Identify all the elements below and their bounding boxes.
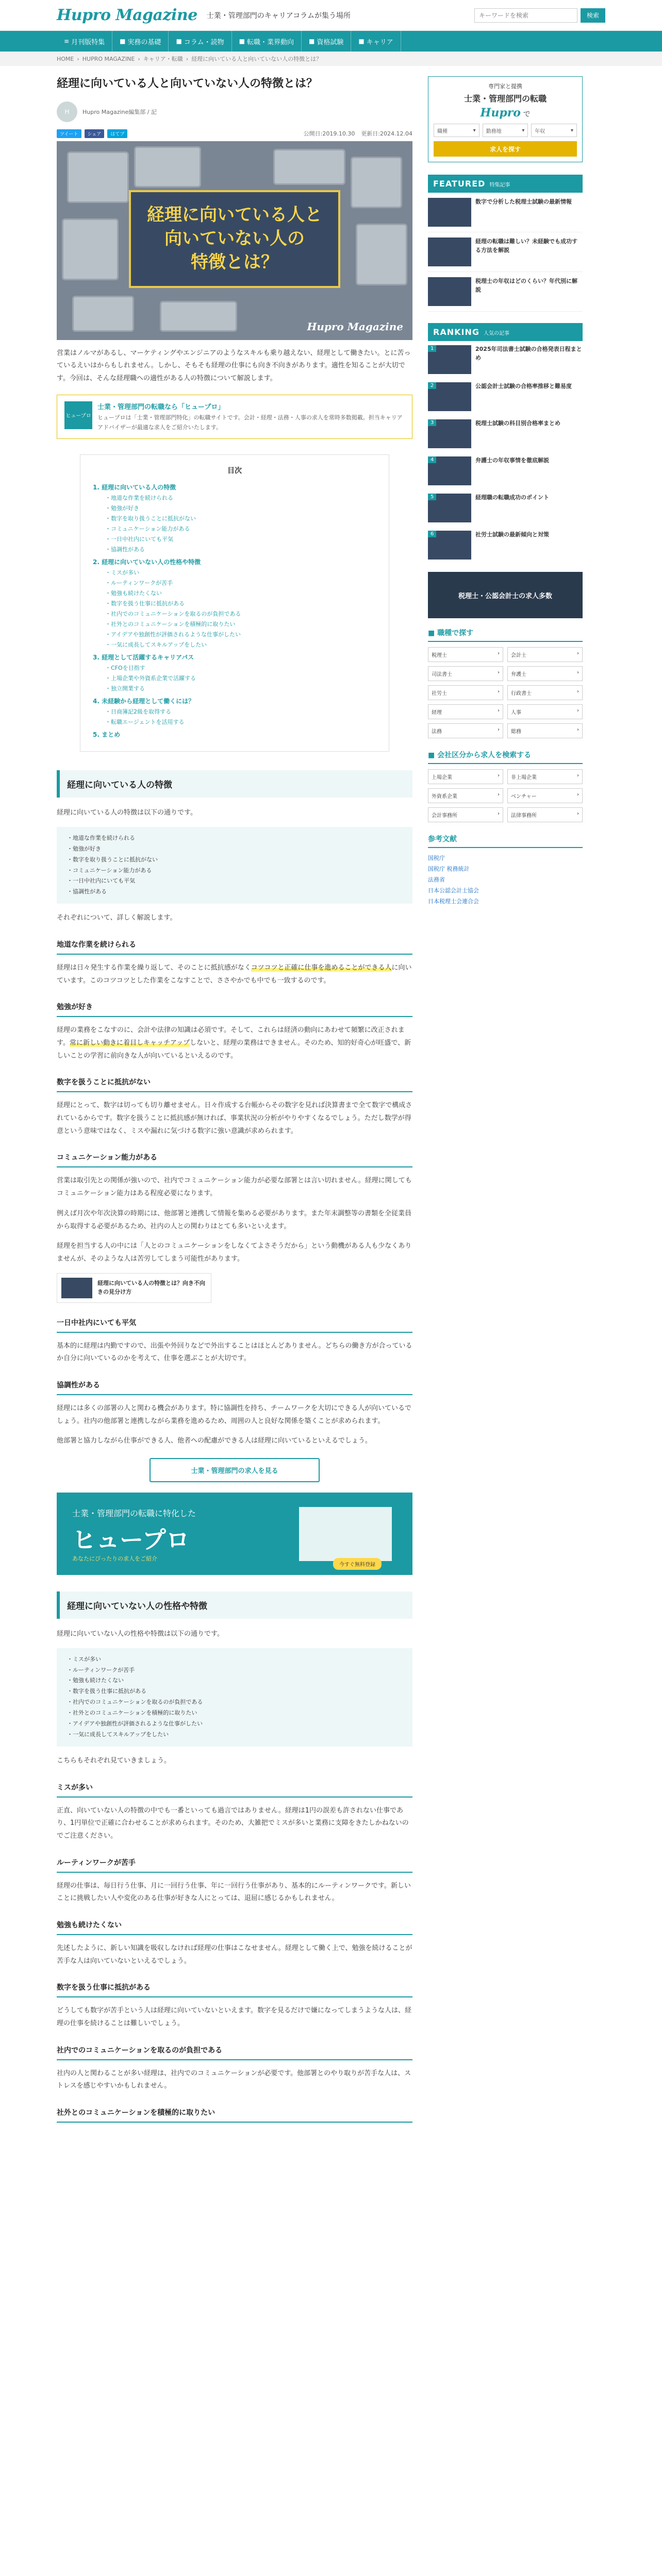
article-thumbnail xyxy=(428,419,471,448)
section-after: それぞれについて、詳しく解説します。 xyxy=(57,914,177,922)
list-item: ・勉強が好き xyxy=(67,845,101,852)
square-icon: ■ xyxy=(176,38,182,45)
chevron-right-icon: › xyxy=(498,670,500,675)
banner-sub: あなたにぴったりの求人をご紹介 xyxy=(72,1555,157,1563)
toc-subitem[interactable]: ・コミュニケーション能力がある xyxy=(105,526,190,533)
toc-item[interactable]: 2. 経理に向いていない人の性格や特徴 xyxy=(93,558,201,566)
published-date: 公開日:2019.10.30 xyxy=(303,130,355,138)
toc-subitem[interactable]: ・数字を扱う仕事に抵抗がある xyxy=(105,600,185,607)
article-title: 経理職の転職成功のポイント xyxy=(475,494,549,501)
list-icon: ■ xyxy=(428,629,438,637)
chevron-right-icon: › xyxy=(498,727,500,733)
toc-subitem[interactable]: ・ミスが多い xyxy=(105,569,139,577)
company-type-button[interactable] xyxy=(428,769,503,784)
tweet-button[interactable]: ツイート xyxy=(57,129,81,138)
list-item: ・数字を取り扱うことに抵抗がない xyxy=(67,856,158,863)
toc-title: 目次 xyxy=(227,467,242,476)
featured-article[interactable] xyxy=(428,193,583,232)
article-title: 社労士試験の最新傾向と対策 xyxy=(475,531,549,538)
breadcrumb-magazine[interactable]: HUPRO MAGAZINE xyxy=(82,55,135,62)
button-label: 会計事務所 xyxy=(432,813,457,819)
paragraph: 経理を担当する人の中には「人とのコミュニケーションをしなくてよさそうだから」という動機がある人も少なくありませんが、そのような人は苦労してしまう可能性があります。 xyxy=(57,1242,412,1263)
toc-subitem[interactable]: ・勉強も続けたくない xyxy=(105,590,162,597)
article-thumbnail xyxy=(428,345,471,374)
main-nav xyxy=(0,31,662,52)
section-heading: 経理に向いていない人の性格や特徴 xyxy=(57,1591,412,1619)
paragraph: 経理には多くの部署の人と関わる機会があります。特に協調性を持ち、チームワークを大切にできる人が向いているでしょう。社内の他部署と連携しながら業務を進めるため、周囲の人と良好な関係を築くことが求められます。 xyxy=(57,1404,411,1425)
search-button[interactable]: 検索 xyxy=(581,8,605,23)
featured-article[interactable] xyxy=(428,272,583,312)
toc-subitem[interactable]: ・一日中社内にいても平気 xyxy=(105,536,173,543)
job-category-button[interactable] xyxy=(507,647,583,662)
card-suffix: で xyxy=(523,110,531,118)
button-label: 総務 xyxy=(511,729,521,735)
references-heading: 参考文献 xyxy=(428,834,583,848)
button-label: 社労士 xyxy=(432,691,447,697)
chevron-right-icon: › xyxy=(498,651,500,656)
button-label: 会計士 xyxy=(511,653,526,658)
table-of-contents xyxy=(80,454,389,752)
paragraph: どうしても数字が苦手という人は経理に向いていないといえます。数字を見るだけで嫌になってしまうような人は、経理の仕事を続けることは難しいでしょう。 xyxy=(57,2007,411,2028)
article-thumbnail xyxy=(428,382,471,411)
banner-button[interactable]: 今すぐ無料登録 xyxy=(333,1558,382,1570)
site-tagline: 士業・管理部門のキャリアコラムが集う場所 xyxy=(206,11,351,20)
chevron-down-icon: ▾ xyxy=(522,127,525,133)
chevron-right-icon: › xyxy=(498,792,500,798)
article-title: 経理の転職は難しい？未経験でも成功する方法を解説 xyxy=(475,238,577,253)
nav-label: 資格試験 xyxy=(317,38,344,46)
toc-item[interactable]: 3. 経理として活躍するキャリアパス xyxy=(93,654,194,662)
square-icon: ■ xyxy=(239,38,245,45)
search-input[interactable] xyxy=(474,8,577,23)
nav-item-column[interactable] xyxy=(169,31,231,52)
company-type-button[interactable] xyxy=(428,807,503,822)
job-category-button[interactable] xyxy=(428,666,503,681)
breadcrumb-current: 経理に向いている人と向いていない人の特徴とは？ xyxy=(191,56,322,62)
paragraph: 社内の人と関わることが多い経理は、社内でのコミュニケーションが必要です。他部署とのやり取りが苦手な人は、ストレスを感じやすいかもしれません。 xyxy=(57,2069,411,2090)
chevron-right-icon: › xyxy=(138,55,140,62)
button-label: 行政書士 xyxy=(511,691,532,697)
ranking-article[interactable] xyxy=(428,341,583,378)
square-icon: ■ xyxy=(309,38,315,45)
location-select[interactable]: 勤務地 ▾ xyxy=(483,124,528,137)
article-thumbnail xyxy=(428,531,471,560)
chevron-right-icon: › xyxy=(577,727,579,733)
hero-title-box xyxy=(129,190,340,288)
list-item: ・一日中社内にいても平気 xyxy=(67,877,135,885)
chevron-right-icon: › xyxy=(498,689,500,694)
chevron-right-icon: › xyxy=(577,811,579,817)
related-title: 経理に向いている人の特徴とは？向き不向きの見分け方 xyxy=(97,1280,205,1295)
paragraph: 経理にとって、数字は切っても切り離せません。日々作成する台帳からその数字を見れば決算書まで全て数字で構成されているからです。数字を扱うことに抵抗感が無ければ、事業状況の分析がやりやすくなるでしょう。ただし数学が得意という意味ではなく、ミスや漏れに気づける数字に強い意識が求められます。 xyxy=(57,1101,412,1135)
chevron-down-icon: ▾ xyxy=(473,127,476,133)
button-label: 弁護士 xyxy=(511,672,526,677)
reference-link[interactable]: 法務省 xyxy=(428,876,445,883)
toc-subitem[interactable]: ・CFOを目指す xyxy=(105,665,145,672)
nav-item-exam[interactable] xyxy=(302,31,351,52)
promo-logo: ヒュープロ xyxy=(64,401,92,429)
nav-label: 転職・業界動向 xyxy=(247,38,294,46)
article-dates xyxy=(304,129,412,138)
card-small: 専門家と提携 xyxy=(488,83,522,90)
article-main xyxy=(57,76,412,2130)
list-item: ・アイデアや独創性が評価されるような仕事がしたい xyxy=(67,1720,203,1727)
list-icon: ■ xyxy=(428,751,438,759)
breadcrumb-category[interactable]: キャリア・転職 xyxy=(143,56,183,62)
paragraph: 経理は日々発生する作業を繰り返して、そのことに抵抗感がなくコツコツと正確に仕事を進めることができる人に向いています。このコツコツとした作業をこなすことで、ささやかでも中でも一致するのです。 xyxy=(57,963,412,985)
rank-badge: 1 xyxy=(428,345,436,352)
job-category-button[interactable] xyxy=(428,647,503,662)
subsection-heading: ミスが多い xyxy=(57,1782,412,1798)
list-item: ・社内でのコミュニケーションを取るのが負担である xyxy=(67,1699,203,1706)
hero-line: 特徴とは？ xyxy=(191,251,278,273)
button-label: 経理 xyxy=(432,710,442,716)
reference-link[interactable]: 国税庁 税務統計 xyxy=(428,865,470,872)
company-type-button[interactable] xyxy=(507,788,583,803)
toc-subitem[interactable]: ・アイデアや独創性が評価されるような仕事がしたい xyxy=(105,631,241,638)
section-lead: 経理に向いている人の特徴は以下の通りです。 xyxy=(57,809,197,817)
find-jobs-button[interactable]: 求人を探す xyxy=(434,141,577,157)
article-thumbnail xyxy=(428,277,471,306)
toc-subitem[interactable]: ・協調性がある xyxy=(105,546,145,553)
ranking-article[interactable] xyxy=(428,378,583,415)
article-title: 税理士の年収はどのくらい？年代別に解説 xyxy=(475,278,577,293)
subsection-heading: ルーティンワークが苦手 xyxy=(57,1857,412,1873)
author-name: Hupro Magazine編集部 / 記 xyxy=(82,108,157,115)
toc-item[interactable]: 4. 未経験から経理として働くには？ xyxy=(93,698,195,705)
intro-text: 営業はノルマがあるし、マーケティングやエンジニアのようなスキルも乗り越えない、経理として働きたい。とに苦っているえいはからもしれません。しかし、そもそも経理の仕事にも向き不向きがあります。適性を知ることが大切です。今回は、そんな経理職への適性がある人の特徴について解説します。 xyxy=(57,349,411,383)
subsection-heading: 数字を扱うことに抵抗がない xyxy=(57,1077,412,1092)
banner-illustration xyxy=(299,1507,392,1561)
company-heading: ■ 会社区分から求人を検索する xyxy=(428,750,583,764)
updated-date: 更新日:2024.12.04 xyxy=(361,130,412,138)
jobs-heading: ■ 職種で探す xyxy=(428,628,583,642)
button-label: 上場企業 xyxy=(432,775,452,781)
chevron-right-icon: › xyxy=(498,708,500,714)
banner-brand: ヒュープロ xyxy=(72,1526,190,1554)
rank-badge: 4 xyxy=(428,456,436,463)
ranking-header: RANKING 人気の記事 xyxy=(428,323,583,341)
chevron-right-icon: › xyxy=(186,55,189,62)
section-lead: 経理に向いていない人の性格や特徴は以下の通りです。 xyxy=(57,1630,224,1638)
subsection-heading: コミュニケーション能力がある xyxy=(57,1152,412,1167)
card-title: 士業・管理部門の転職 xyxy=(464,94,547,104)
chevron-right-icon: › xyxy=(577,708,579,714)
author-row xyxy=(57,101,412,122)
ranking-article[interactable] xyxy=(428,489,583,527)
related-thumbnail xyxy=(61,1278,92,1298)
breadcrumb xyxy=(0,52,662,66)
reference-link[interactable]: 日本税理士会連合会 xyxy=(428,897,479,905)
toc-subitem[interactable]: ・勉強が好き xyxy=(105,505,139,512)
chevron-right-icon: › xyxy=(498,811,500,817)
page-title: 経理に向いている人と向いていない人の特徴とは？ xyxy=(57,77,318,90)
company-type-button[interactable] xyxy=(428,788,503,803)
subsection-heading: 協調性がある xyxy=(57,1380,412,1395)
button-label: 非上場企業 xyxy=(511,775,537,781)
banner-text: 士業・管理部門の転職に特化した xyxy=(72,1509,196,1519)
list-item: ・数字を扱う仕事に抵抗がある xyxy=(67,1688,146,1695)
article-thumbnail xyxy=(428,198,471,227)
section-after: こちらもそれぞれ見ていきましょう。 xyxy=(57,1756,171,1765)
subsection-heading: 一日中社内にいても平気 xyxy=(57,1317,412,1333)
article-title: 税理士試験の科目別合格率まとめ xyxy=(475,420,560,427)
avatar: H xyxy=(57,101,77,122)
job-search-cta-button[interactable]: 士業・管理部門の求人を見る xyxy=(150,1458,320,1482)
article-title: 数字で分析した税理士試験の最新情報 xyxy=(475,198,572,205)
salary-select[interactable]: 年収 ▾ xyxy=(531,124,577,137)
job-category-button[interactable] xyxy=(507,685,583,700)
article-title: 弁護士の年収事情を徹底解説 xyxy=(475,457,549,464)
related-article-link[interactable] xyxy=(57,1273,211,1303)
list-item: ・地道な作業を続けられる xyxy=(67,834,135,841)
rank-badge: 5 xyxy=(428,494,436,500)
chevron-right-icon: › xyxy=(577,773,579,778)
featured-article[interactable] xyxy=(428,232,583,272)
nav-label: 実務の基礎 xyxy=(127,38,161,46)
button-label: 外資系企業 xyxy=(432,794,457,800)
article-thumbnail xyxy=(428,456,471,485)
list-item: ・社外とのコミュニケーションを積極的に取りたい xyxy=(67,1709,197,1717)
menu-icon: ≡ xyxy=(64,38,70,45)
article-title: 公認会計士試験の合格率推移と難易度 xyxy=(475,383,572,389)
list-item: ・勉強も続けたくない xyxy=(67,1677,124,1684)
toc-subitem[interactable]: ・ルーティンワークが苦手 xyxy=(105,580,173,587)
ranking-article[interactable] xyxy=(428,415,583,452)
subsection-heading: 勉強が好き xyxy=(57,1002,412,1017)
toc-subitem[interactable]: ・社内でのコミュニケーションを取るのが負担である xyxy=(105,611,241,618)
ranking-article[interactable] xyxy=(428,527,583,564)
paragraph: 経理の仕事は、毎日行う仕事、月に一回行う仕事、年に一回行う仕事があり、基本的にルーティンワークです。新しいことに挑戦したい人や変化のある仕事が好きな人にとっては、退屈に感じるかもしれません。 xyxy=(57,1882,411,1903)
button-label: 法律事務所 xyxy=(511,813,537,819)
button-label: ベンチャー xyxy=(511,794,537,800)
ranking-article[interactable] xyxy=(428,452,583,489)
hero-line: 経理に向いている人と xyxy=(147,204,322,225)
job-category-button[interactable] xyxy=(428,704,503,719)
share-row xyxy=(57,129,412,138)
hero-watermark: Hupro Magazine xyxy=(307,320,403,333)
job-category-button[interactable] xyxy=(428,685,503,700)
header-search xyxy=(474,8,605,23)
paragraph: 先述したように、新しい知識を吸収しなければ経理の仕事はこなせません。経理として働く上で、勉強を続けることが苦手な人は向いていないといえるでしょう。 xyxy=(57,1944,412,1965)
facebook-share-button[interactable]: シェア xyxy=(85,129,105,138)
toc-subitem[interactable]: ・一気に成長してスキルアップをしたい xyxy=(105,641,207,649)
site-header xyxy=(0,0,662,31)
promo-box[interactable] xyxy=(57,395,412,439)
toc-item[interactable]: 5. まとめ xyxy=(93,731,121,739)
job-category-button[interactable] xyxy=(507,723,583,738)
hero-image xyxy=(57,141,412,340)
toc-subitem[interactable]: ・上場企業や外資系企業で活躍する xyxy=(105,675,196,682)
toc-subitem[interactable]: ・地道な作業を続けられる xyxy=(105,495,173,502)
button-label: 法務 xyxy=(432,729,442,735)
company-type-button[interactable] xyxy=(507,807,583,822)
paragraph: 基本的に経理は内勤ですので、出張や外回りなどで外出することはほとんどありません。どちらの働き方が合っているか自分に向いているのかを考えて、仕事を選ぶことが大切です。 xyxy=(57,1342,412,1363)
hatena-button[interactable]: はてブ xyxy=(107,129,127,138)
promo-text: ヒュープロは「士業・管理部門特化」の転職サイトです。会計・経理・法務・人事の求人を常時多数掲載。担当キャリアアドバイザーが最適な求人をご紹介いたします。 xyxy=(97,414,403,431)
list-item: ・ルーティンワークが苦手 xyxy=(67,1666,135,1673)
subsection-heading: 地道な作業を続けられる xyxy=(57,939,412,955)
company-type-button[interactable] xyxy=(507,769,583,784)
ad-banner[interactable]: 税理士・公認会計士の求人多数 xyxy=(428,572,583,618)
toc-subitem[interactable]: ・数字を取り扱うことに抵抗がない xyxy=(105,515,196,522)
button-label: 税理士 xyxy=(432,653,447,658)
toc-subitem[interactable]: ・社外とのコミュニケーションを積極的に取りたい xyxy=(105,621,236,628)
nav-label: コラム・読物 xyxy=(184,38,224,46)
paragraph: 他部署と協力しながら仕事ができる人、他者への配慮ができる人は経理に向いているといえるでしょう。 xyxy=(57,1437,372,1445)
sidebar xyxy=(428,76,583,2130)
promo-title: 士業・管理部門の転職なら「ヒュープロ」 xyxy=(97,403,225,411)
article-thumbnail xyxy=(428,494,471,522)
summary-list xyxy=(57,1648,412,1747)
toc-subitem[interactable]: ・日商簿記2級を取得する xyxy=(105,708,171,716)
chevron-right-icon: › xyxy=(577,689,579,694)
hero-line: 向いていない人の xyxy=(164,228,305,249)
hupro-banner[interactable] xyxy=(57,1493,412,1575)
nav-item-trend[interactable] xyxy=(232,31,302,52)
reference-link[interactable]: 国税庁 xyxy=(428,855,445,861)
article-title: 2025年司法書士試験の合格発表日程まとめ xyxy=(475,346,582,361)
featured-header: FEATURED 特集記事 xyxy=(428,175,583,193)
article-thumbnail xyxy=(428,238,471,266)
nav-item-basics[interactable] xyxy=(112,31,169,52)
card-logo: Hupro xyxy=(480,106,521,120)
subsection-heading: 勉強も続けたくない xyxy=(57,1920,412,1935)
button-label: 人事 xyxy=(511,710,521,716)
chevron-right-icon: › xyxy=(577,792,579,798)
job-category-button[interactable] xyxy=(507,704,583,719)
nav-item-career[interactable] xyxy=(351,31,401,52)
job-category-button[interactable] xyxy=(428,723,503,738)
chevron-right-icon: › xyxy=(498,773,500,778)
list-item: ・協調性がある xyxy=(67,888,107,895)
toc-subitem[interactable]: ・独立開業する xyxy=(105,685,145,692)
section-heading: 経理に向いている人の特徴 xyxy=(57,770,412,798)
paragraph: 正直、向いていない人の特徴の中でも一番といっても過言ではありません。経理は1円の誤差も許されない仕事であり、1円単位で正確に合わせることが求められます。そのため、大雑把でミスが多いと業務に支障をきたしかねないのでご注意ください。 xyxy=(57,1806,409,1840)
button-label: 司法書士 xyxy=(432,672,452,677)
reference-link[interactable]: 日本公認会計士協会 xyxy=(428,887,479,894)
rank-badge: 6 xyxy=(428,531,436,537)
paragraph: 経理の業務をこなすのに、会計や法律の知識は必須です。そして、これらは経済の動向にあわせて頻繁に改正されます。常に新しい動きに着目しキャッチアップしないと、経理の業務はできません。そのため、知的好奇心が旺盛で、新しいことの学習に前向きな人が向いているといえるのです。 xyxy=(57,1026,411,1060)
subsection-heading: 社外とのコミュニケーションを積極的に取りたい xyxy=(57,2107,412,2123)
nav-item-special[interactable] xyxy=(57,31,112,52)
rank-badge: 2 xyxy=(428,382,436,389)
list-item: ・一気に成長してスキルアップをしたい xyxy=(67,1731,169,1738)
chevron-right-icon: › xyxy=(577,670,579,675)
square-icon: ■ xyxy=(120,38,126,45)
job-type-select[interactable]: 職種 ▾ xyxy=(434,124,479,137)
paragraph: 例えば月次や年次決算の時期には、他部署と連携して情報を集める必要があります。また年末調整等の書類を全従業員から取得する必要があるため、社内の人との関わりはとても多いといえます。 xyxy=(57,1209,411,1230)
rank-badge: 3 xyxy=(428,419,436,426)
subsection-heading: 数字を扱う仕事に抵抗がある xyxy=(57,1982,412,1997)
toc-subitem[interactable]: ・転職エージェントを活用する xyxy=(105,719,185,726)
chevron-right-icon: › xyxy=(77,55,79,62)
chevron-right-icon: › xyxy=(577,651,579,656)
paragraph: 営業は取引先との関係が強いので、社内でコミュニケーション能力が必要な部署とは言い切れません。経理に関してもコミュニケーション能力はある程度必要になります。 xyxy=(57,1177,412,1198)
breadcrumb-home[interactable]: HOME xyxy=(57,55,74,62)
job-category-button[interactable] xyxy=(507,666,583,681)
square-icon: ■ xyxy=(358,38,365,45)
job-search-card xyxy=(428,76,583,162)
summary-list xyxy=(57,827,412,904)
list-item: ・ミスが多い xyxy=(67,1655,101,1663)
chevron-down-icon: ▾ xyxy=(570,127,574,133)
list-item: ・コミュニケーション能力がある xyxy=(67,867,152,874)
toc-item[interactable]: 1. 経理に向いている人の特徴 xyxy=(93,484,176,492)
nav-label: 月刊版特集 xyxy=(71,38,105,46)
site-logo[interactable]: Hupro Magazine xyxy=(57,6,197,24)
nav-label: キャリア xyxy=(366,38,393,46)
subsection-heading: 社内でのコミュニケーションを取るのが負担である xyxy=(57,2045,412,2060)
